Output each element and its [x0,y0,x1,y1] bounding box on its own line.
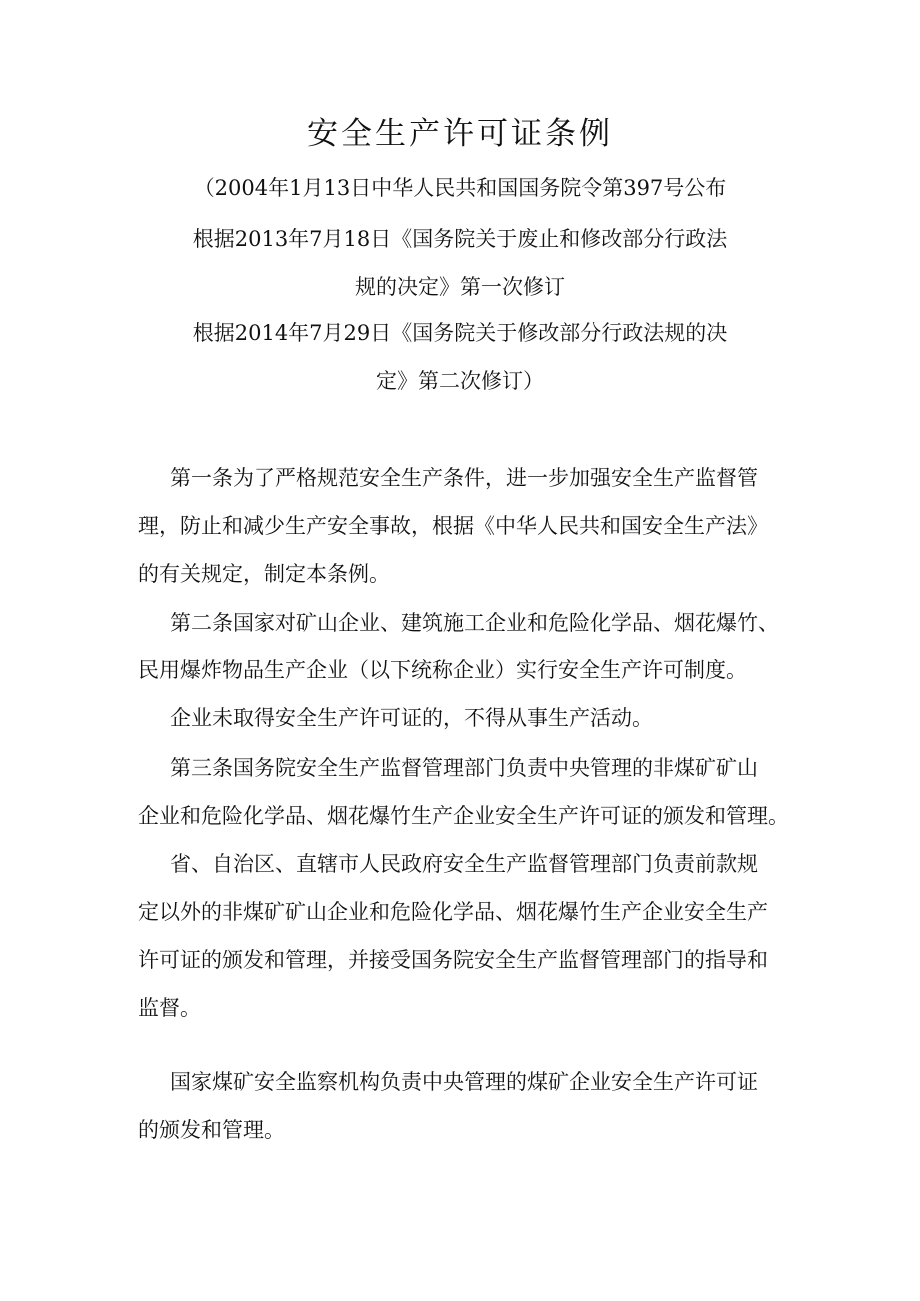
header-line-5: 定》第二次修订） [376,369,544,393]
article-2-paragraph-2: 企业未取得安全生产许可证的，不得从事生产活动。 [170,706,653,730]
header-line-2: 根据2013年7月18日《国务院关于废止和修改部分行政法 [192,227,728,251]
article-1-line-3: 的有关规定，制定本条例。 [138,562,390,586]
document-title: 安全生产许可证条例 [307,116,613,152]
article-3-line-1: 第三条国务院安全生产监督管理部门负责中央管理的非煤矿矿山 [170,756,758,780]
article-1-line-2: 理，防止和减少生产安全事故，根据《中华人民共和国安全生产法》 [138,514,768,538]
header-line-1: （2004年1月13日中华人民共和国国务院令第397号公布 [193,176,727,200]
article-3-paragraph-2-line-3: 许可证的颁发和管理，并接受国务院安全生产监督管理部门的指导和 [138,948,768,972]
article-2-line-1: 第二条国家对矿山企业、建筑施工企业和危险化学品、烟花爆竹、 [170,611,779,635]
article-3-line-2: 企业和危险化学品、烟花爆竹生产企业安全生产许可证的颁发和管理。 [138,804,789,828]
article-2-line-2: 民用爆炸物品生产企业（以下统称企业）实行安全生产许可制度。 [138,658,747,682]
article-1-line-1: 第一条为了严格规范安全生产条件，进一步加强安全生产监督管 [170,466,758,490]
article-3-paragraph-3-line-1: 国家煤矿安全监察机构负责中央管理的煤矿企业安全生产许可证 [170,1070,758,1094]
header-line-3: 规的决定》第一次修订 [355,275,565,299]
header-line-4: 根据2014年7月29日《国务院关于修改部分行政法规的决 [192,321,728,345]
article-3-paragraph-2-line-4: 监督。 [138,996,201,1020]
article-3-paragraph-3-line-2: 的颁发和管理。 [138,1118,285,1142]
article-3-paragraph-2-line-2: 定以外的非煤矿矿山企业和危险化学品、烟花爆竹生产企业安全生产 [138,900,768,924]
article-3-paragraph-2-line-1: 省、自治区、直辖市人民政府安全生产监督管理部门负责前款规 [170,852,758,876]
